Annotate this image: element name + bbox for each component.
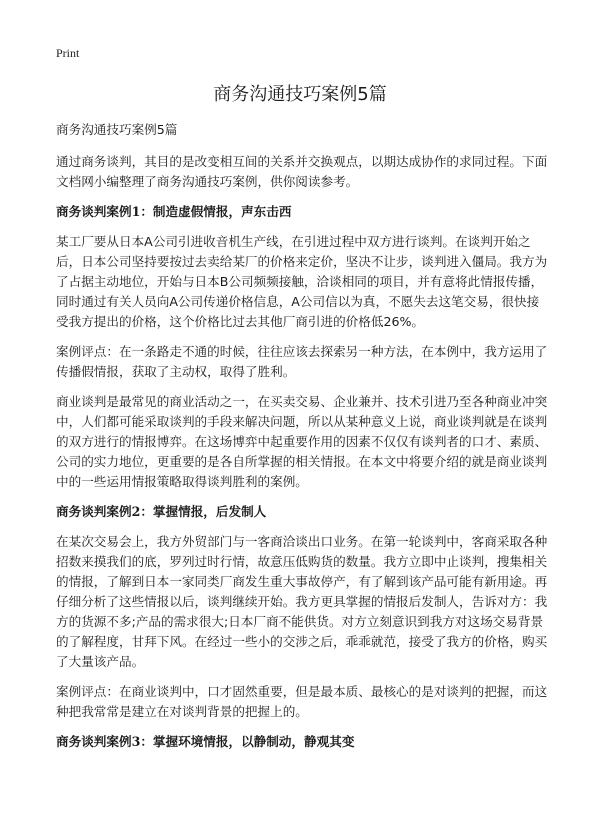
case2-body: 在某次交易会上，我方外贸部门与一客商洽谈出口业务。在第一轮谈判中，客商采取各种招数来摸我们的底，罗列过时行情，故意压低购货的数量。我方立即中止谈判，搜集相关的情报，了解到日本一家同类厂商发生重大事故停产，有了解到该产品可能有新用途。再仔细分析了这些情报以后，谈判继续开始。我方更具掌握的情报后发制人，告诉对方：我方的货源不多;产品的需求很大;日本厂商不能供货。对方立刻意识到我方对这场交易背景的了解程度，甘拜下风。在经过一些小的交涉之后，乖乖就范，接受了我方的价格，购买了大量该产品。 xyxy=(56,534,548,669)
case1-comment: 案例评点：在一条路走不通的时候，往往应该去探索另一种方法，在本例中，我方运用了传播假情报，获取了主动权，取得了胜利。 xyxy=(56,344,548,379)
article-body xyxy=(56,120,548,762)
case3-heading: 商务谈判案例3：掌握环境情报，以静制动，静观其变 xyxy=(56,734,355,749)
print-link[interactable]: Print xyxy=(56,46,80,60)
intro-paragraph: 通过商务谈判，其目的是改变相互间的关系并交换观点，以期达成协作的求同过程。下面文档网小编整理了商务沟通技巧案例，供你阅读参考。 xyxy=(56,154,548,189)
case1-body: 某工厂要从日本A公司引进收音机生产线，在引进过程中双方进行谈判。在谈判开始之后，日本公司坚持要按过去卖给某厂的价格来定价，坚决不让步，谈判进入僵局。我方为了占据主动地位，开始与日本B公司频频接触，洽谈相同的项目，并有意将此情报传播，同时通过有关人员向A公司传递价格信息，A公司信以为真，不愿失去这笔交易，很快接受我方提出的价格，这个价格比过去其他厂商引进的价格低26%。 xyxy=(56,234,548,329)
general-paragraph: 商业谈判是最常见的商业活动之一，在买卖交易、企业兼并、技术引进乃至各种商业冲突中，人们都可能采取谈判的手段来解决问题，所以从某种意义上说，商业谈判就是在谈判的双方进行的情报博弈。在这场博弈中起重要作用的因素不仅仅有谈判者的口才、素质、公司的实力地位，更重要的是各自所掌握的相关情报。在本文中将要介绍的就是商业谈判中的一些运用情报策略取得谈判胜利的案例。 xyxy=(56,394,548,489)
page-title: 商务沟通技巧案例5篇 xyxy=(213,84,387,105)
case2-heading: 商务谈判案例2：掌握情报，后发制人 xyxy=(56,504,267,519)
document-subtitle: 商务沟通技巧案例5篇 xyxy=(56,122,178,137)
case2-comment: 案例评点：在商业谈判中，口才固然重要，但是最本质、最核心的是对谈判的把握，而这种把我常常是建立在对谈判背景的把握上的。 xyxy=(56,684,548,719)
case1-heading: 商务谈判案例1：制造虚假情报，声东击西 xyxy=(56,204,292,219)
